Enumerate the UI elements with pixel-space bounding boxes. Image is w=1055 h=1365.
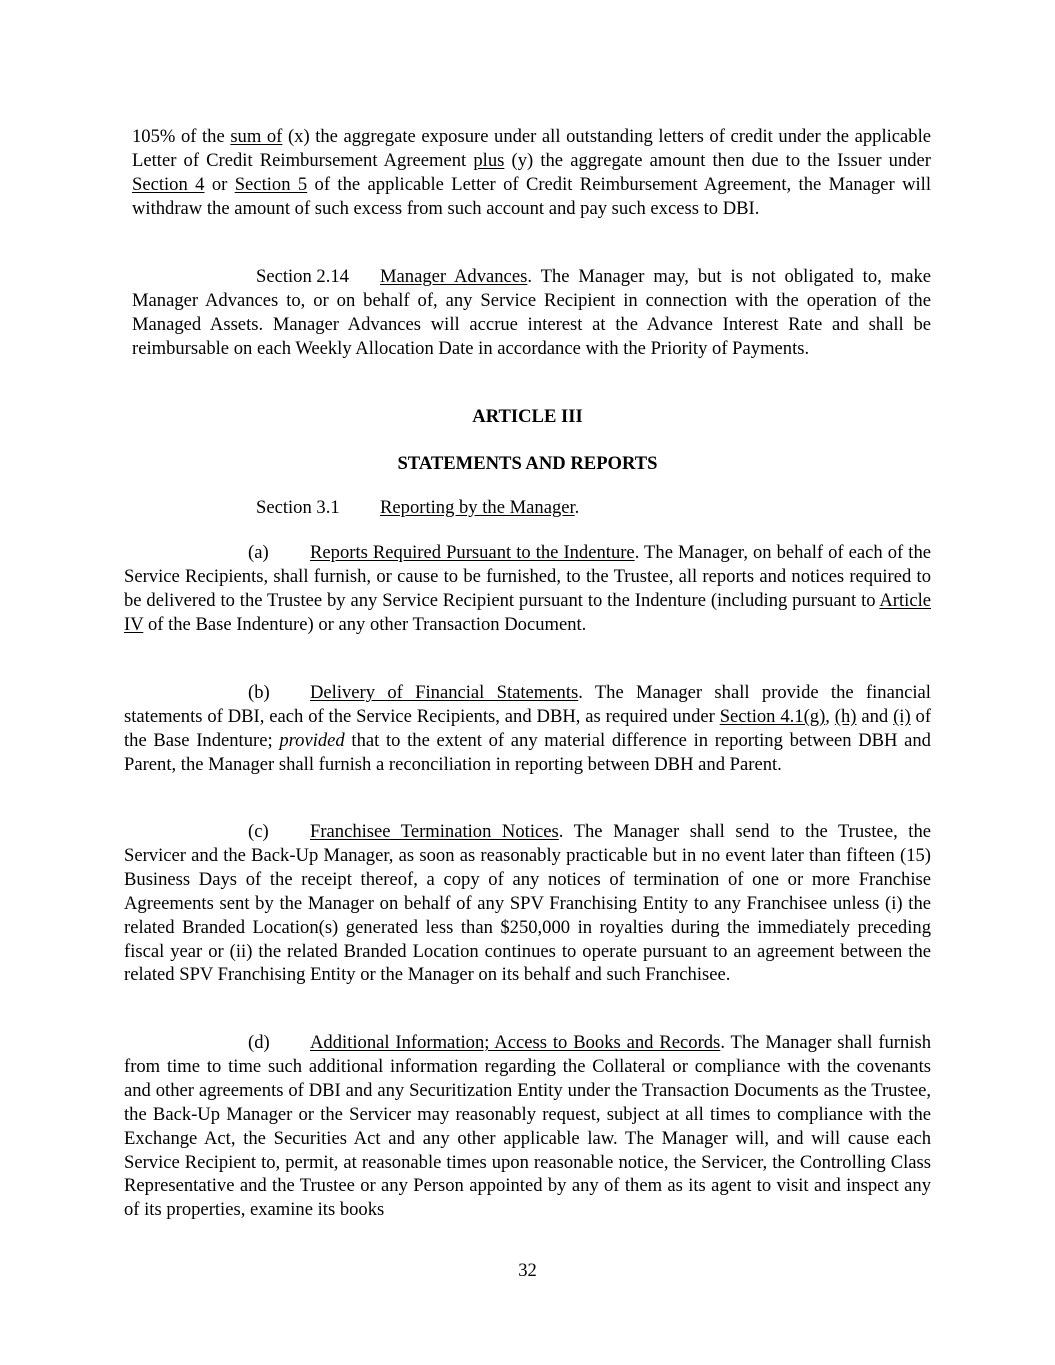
article-reference: Article IV (124, 589, 931, 635)
text-run: . The Manager shall provide the financial statements of DBI, each of the Service Recipients, and DBH, as required under (124, 682, 931, 727)
article-title: STATEMENTS AND REPORTS (397, 453, 658, 474)
text-run: and (856, 705, 894, 727)
text-run: of the Base Indenture) or any other Transaction Document. (143, 613, 587, 635)
text-run: or (204, 173, 235, 195)
subsection-title: Additional Information; Access to Books and Records (310, 1032, 721, 1053)
section-reference: Section 4 (132, 173, 205, 195)
subsection-d (124, 1031, 931, 1222)
section-title: Reporting by the Manager (380, 497, 575, 518)
text-run: . The Manager may, but is not obligated to, make Manager Advances to, or on behalf of, any Service Recipient in connection with the operation of the Managed Assets. Manager Advances will accrue interest at the Advance Interest Rate and shall be reimbursable on each Weekly Allocation Date in accordance with the Priority of Payments. (132, 266, 932, 359)
text-run: . The Manager shall furnish from time to time such additional information regarding the Collateral or compliance with the covenants and other agreements of DBI and any Securitization Entity under the Transaction Documents as the Trustee, the Back-Up Manager or the Servicer may reasonably request, subject at all times to compliance with the Exchange Act, the Securities Act and any other applicable law. The Manager will, and will cause each Service Recipient to, permit, at reasonable times upon reasonable notice, the Servicer, the Controlling Class Representative and the Trustee or any Person appointed by any of them as its agent to visit and inspect any of its properties, examine its books (124, 1032, 931, 1221)
italic-term: provided (279, 729, 345, 751)
subsection-title: Delivery of Financial Statements (310, 682, 579, 703)
underlined-term: sum of (230, 126, 283, 147)
text-run: that to the extent of any material difference in reporting between DBH and Parent, the Manager shall furnish a reconciliation in reporting between DBH and Parent. (124, 729, 931, 775)
text-run: of the Base Indenture; (124, 705, 932, 751)
section-reference: (i) (893, 705, 911, 727)
subsection-title: Franchisee Termination Notices (310, 821, 559, 842)
section-reference: Section 4.1(g) (719, 705, 826, 727)
section-reference: (h) (834, 705, 857, 727)
text-run: . The Manager, on behalf of each of the Service Recipients, shall furnish, or cause to be furnished, to the Trustee, all reports and notices required to be delivered to the Trustee by any Service Recipient pursuant to the Indenture (including pursuant to (124, 542, 931, 611)
subsection-label: (c) (248, 821, 269, 842)
subsection-c (124, 820, 931, 987)
subsection-b (124, 681, 931, 777)
article-number: ARTICLE III (472, 406, 583, 427)
subsection-a (124, 541, 931, 637)
text-run: . (574, 497, 580, 518)
continuation-paragraph (132, 125, 931, 221)
section-number: Section 3.1 (256, 497, 340, 518)
subsection-title: Reports Required Pursuant to the Indenture (310, 542, 635, 563)
text-run: (x) the aggregate exposure under all outstanding letters of credit under the applicable Letter of Credit Reimbursement Agreement (132, 126, 931, 171)
subsection-label: (b) (248, 682, 270, 703)
section-reference: Section 5 (234, 173, 308, 195)
subsection-label: (a) (248, 542, 269, 563)
text-run: , (825, 705, 835, 727)
page-number: 32 (518, 1260, 537, 1281)
section-3-1-heading (256, 496, 579, 520)
subsection-label: (d) (248, 1032, 270, 1053)
section-title: Manager Advances (380, 266, 528, 287)
section-2-14-paragraph (132, 265, 931, 361)
text-run: (y) the aggregate amount then due to the Issuer under (504, 149, 931, 171)
section-number: Section 2.14 (256, 266, 349, 287)
text-run: . The Manager shall send to the Trustee, the Servicer and the Back-Up Manager, as soon as reasonably practicable but in no event later than fifteen (15) Business Days of the receipt thereof, a copy of any notices of termination of one or more Franchise Agreements sent by the Manager on behalf of any SPV Franchising Entity to any Franchisee unless (i) the related Branded Location(s) generated less than $250,000 in royalties during the immediately preceding fiscal year or (ii) the related Branded Location continues to operate pursuant to an agreement between the related SPV Franchising Entity or the Manager on its behalf and such Franchisee. (124, 821, 931, 986)
underlined-term: plus (473, 149, 505, 171)
text-run: 105% of the (132, 126, 231, 147)
text-run: of the applicable Letter of Credit Reimbursement Agreement, the Manager will withdraw the amount of such excess from such account and pay such excess to DBI. (132, 173, 932, 219)
